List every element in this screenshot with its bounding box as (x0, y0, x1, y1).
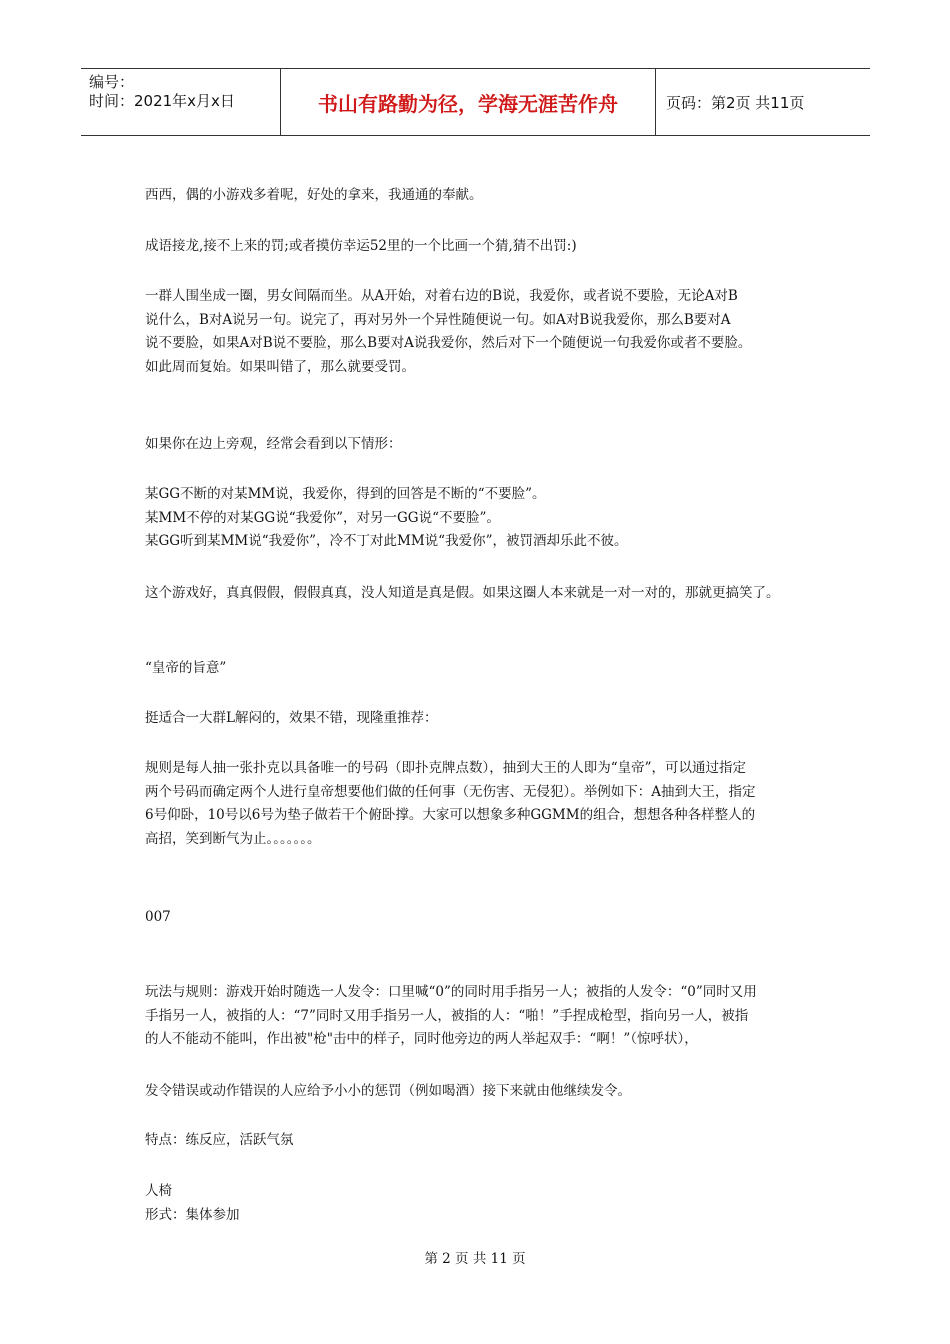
text-line: 人椅 (145, 1183, 172, 1199)
paragraph-human-chair (145, 1180, 825, 1227)
paragraph-comment: 这个游戏好，真真假假，假假真真，没人知道是真是假。如果这圈人本来就是一对一对的，那就更搞笑了。 (145, 585, 780, 601)
footer-page-number: 第 2 页 共 11 页 (424, 1251, 526, 1267)
paragraph-observer: 如果你在边上旁观，经常会看到以下情形： (145, 436, 402, 452)
text-line: 某GG不断的对某MM说，我爱你，得到的回答是不断的“不要脸”。 (145, 486, 546, 502)
doc-number-label: 编号： (89, 73, 135, 91)
paragraph-intro: 西西，偶的小游戏多着呢，好处的拿来，我通通的奉献。 (145, 187, 483, 203)
text-line: 玩法与规则：游戏开始时随选一人发令：口里喊“0”的同时用手指另一人；被指的人发令：“0”同时又用 (145, 984, 757, 1000)
text-line: 6号仰卧，10号以6号为垫子做若干个俯卧撑。大家可以想象多种GGMM的组合，想想各种各样整人的 (145, 807, 756, 823)
text-line: 手指另一人，被指的人：“7”同时又用手指另一人，被指的人：“啪！”手捏成枪型，指向另一人，被指 (145, 1007, 749, 1024)
paragraph-recommend: 挺适合一大群L解闷的，效果不错，现隆重推荐： (145, 710, 438, 726)
doc-date-label: 时间：2021年x月x日 (89, 92, 235, 110)
text-line: 如此周而复始。如果叫错了，那么就要受罚。 (145, 358, 415, 375)
text-line: 两个号码而确定两个人进行皇帝想要他们做的任何事（无伤害、无侵犯）。举例如下：A抽到大王，指定 (145, 783, 756, 800)
page-footer (0, 1247, 950, 1267)
text-line: 说不要脸，如果A对B说不要脸，那么B要对A说我爱你，然后对下一个随便说一句我爱你或者不要脸。 (145, 335, 752, 351)
text-line: 高招，笑到断气为止。。。。。。。 (145, 830, 321, 847)
paragraph-penalty: 发令错误或动作错误的人应给予小小的惩罚（例如喝酒）接下来就由他继续发令。 (145, 1083, 631, 1099)
paragraph-love-game (145, 285, 825, 379)
text-line: 某GG听到某MM说“我爱你”，冷不丁对此MM说“我爱你”，被罚酒却乐此不彼。 (145, 533, 628, 549)
text-line: 的人不能动不能叫，作出被"枪"击中的样子，同时他旁边的两人举起双手：“啊！”（惊呼状）， (145, 1031, 698, 1047)
header-motto: 书山有路勤为径，学海无涯苦作舟 (281, 69, 656, 135)
text-line: 规则是每人抽一张扑克以具备唯一的号码（即扑克牌点数），抽到大王的人即为“皇帝”，可以通过指定 (145, 760, 747, 776)
text-line: 形式：集体参加 (145, 1206, 240, 1223)
text-line: 一群人围坐成一圈，男女间隔而坐。从A开始，对着右边的B说，我爱你，或者说不要脸，无论A对B (145, 288, 738, 304)
text-line: 说什么，B对A说另一句。说完了，再对另外一个异性随便说一句。如A对B说我爱你，那么B要对A (145, 311, 731, 328)
paragraph-idiom-game: 成语接龙,接不上来的罚;或者摸仿幸运52里的一个比画一个猜,猜不出罚:) (145, 238, 577, 254)
paragraph-emperor-rules (145, 757, 825, 851)
paragraph-scenarios (145, 483, 825, 554)
page-header (81, 68, 870, 136)
header-page-info: 页码：第2页 共11页 (666, 93, 805, 112)
paragraph-features: 特点：练反应，活跃气氛 (145, 1132, 294, 1148)
header-meta (81, 69, 281, 135)
paragraph-007-rules (145, 981, 825, 1052)
text-line: 某MM不停的对某GG说“我爱你”，对另一GG说“不要脸”。 (145, 509, 500, 526)
section-title-007: 007 (145, 909, 171, 925)
section-title-emperor: “皇帝的旨意” (145, 660, 227, 676)
